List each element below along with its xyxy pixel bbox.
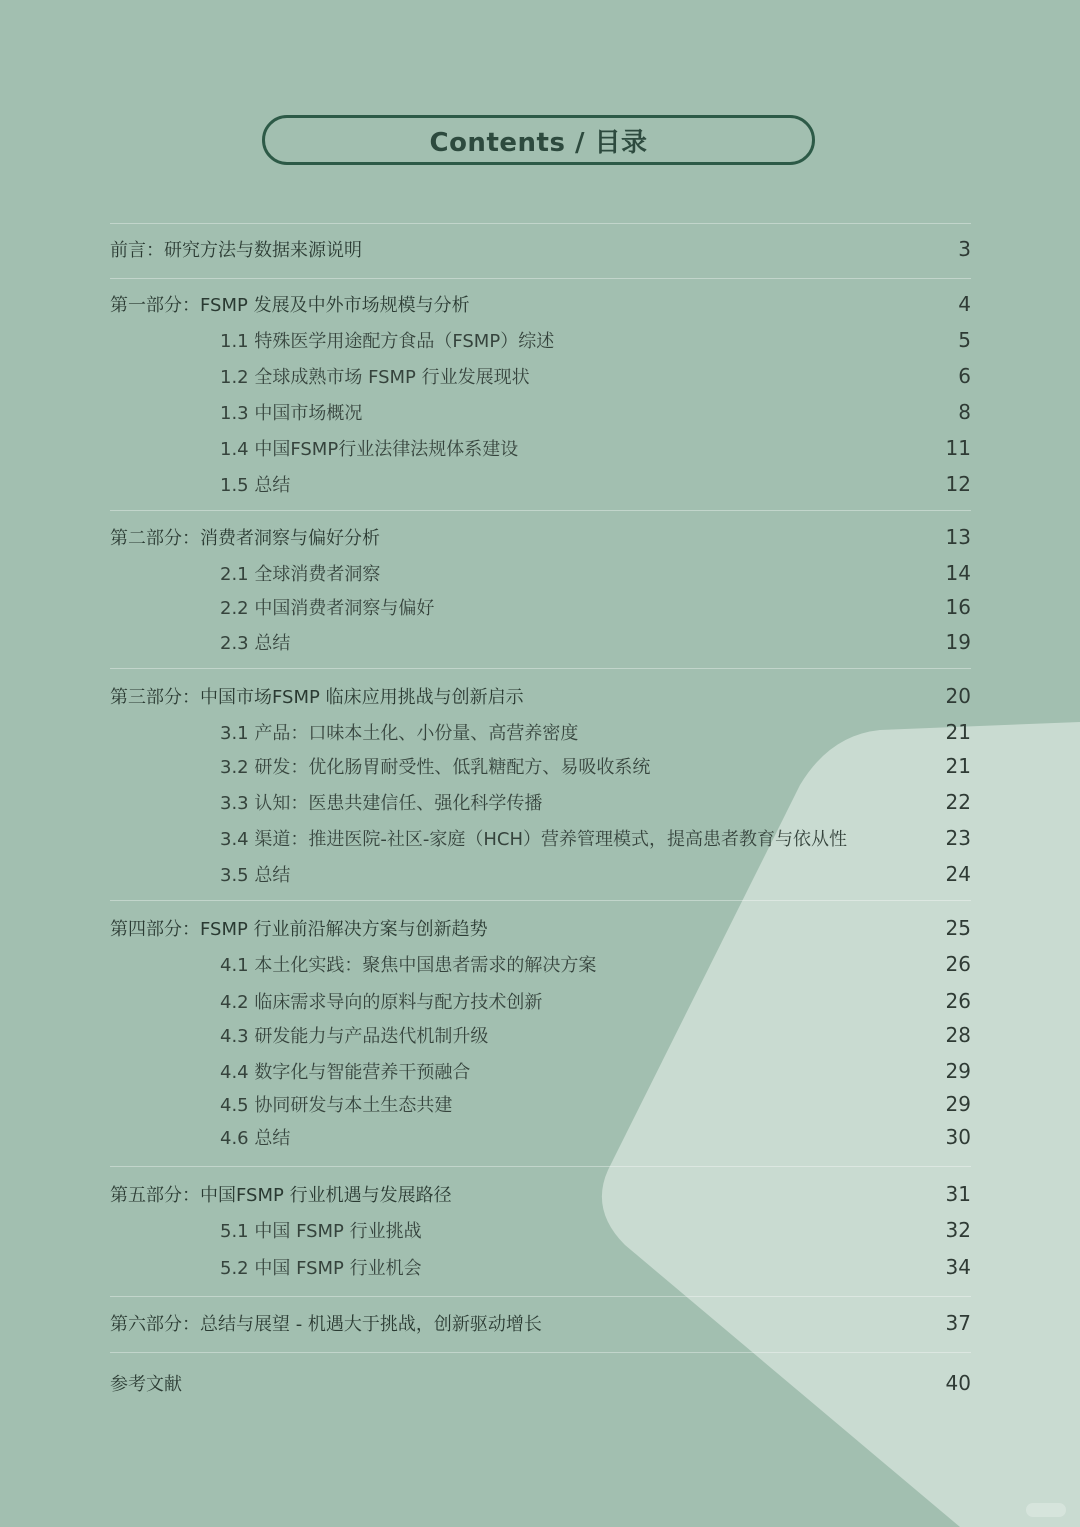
toc-entry-page: 26 [945,989,971,1013]
divider [110,278,971,279]
toc-entry-page: 11 [945,436,971,460]
toc-entry-part-4[interactable] [110,913,971,943]
toc-entry-label: 4.2 临床需求导向的原料与配方技术创新 [220,992,543,1013]
toc-entry-label: 4.3 研发能力与产品迭代机制升级 [220,1026,489,1047]
toc-entry-label: 1.3 中国市场概况 [220,403,363,424]
toc-entry-1-4[interactable] [220,433,971,463]
toc-entry-part-6[interactable] [110,1308,971,1338]
toc-entry-4-5[interactable] [220,1089,971,1119]
toc-entry-page: 19 [945,630,971,654]
toc-entry-label: 5.2 中国 FSMP 行业机会 [220,1258,422,1279]
toc-entry-page: 20 [945,684,971,708]
toc-entry-preface[interactable] [110,234,971,264]
toc-entry-page: 8 [958,400,971,424]
toc-entry-page: 40 [945,1371,971,1395]
toc-entry-label: 5.1 中国 FSMP 行业挑战 [220,1221,422,1242]
toc-entry-label: 4.1 本土化实践：聚焦中国患者需求的解决方案 [220,955,597,976]
toc-entry-page: 16 [945,595,971,619]
toc-entry-label: 第五部分：中国FSMP 行业机遇与发展路径 [110,1185,452,1206]
toc-entry-page: 32 [945,1218,971,1242]
toc-entry-1-1[interactable] [220,325,971,355]
toc-entry-page: 24 [945,862,971,886]
toc-entry-3-4[interactable] [220,823,971,853]
toc-entry-2-3[interactable] [220,627,971,657]
toc-entry-4-6[interactable] [220,1122,971,1152]
toc-entry-4-1[interactable] [220,949,971,979]
toc-entry-label: 4.4 数字化与智能营养干预融合 [220,1062,471,1083]
toc-entry-page: 3 [958,237,971,261]
toc-entry-page: 28 [945,1023,971,1047]
toc-entry-label: 2.1 全球消费者洞察 [220,564,381,585]
divider [110,1352,971,1353]
toc-entry-5-2[interactable] [220,1252,971,1282]
toc-entry-page: 37 [945,1311,971,1335]
toc-entry-part-3[interactable] [110,681,971,711]
toc-entry-page: 31 [945,1182,971,1206]
toc-entry-label: 3.4 渠道：推进医院-社区-家庭（HCH）营养管理模式，提高患者教育与依从性 [220,829,847,850]
toc-entry-label: 2.2 中国消费者洞察与偏好 [220,598,435,619]
toc-entry-label: 第一部分：FSMP 发展及中外市场规模与分析 [110,295,470,316]
watermark-badge [1026,1503,1066,1517]
toc-entry-label: 1.2 全球成熟市场 FSMP 行业发展现状 [220,367,530,388]
toc-entry-part-1[interactable] [110,289,971,319]
toc-entry-label: 1.1 特殊医学用途配方食品（FSMP）综述 [220,331,555,352]
toc-entry-2-2[interactable] [220,592,971,622]
toc-entry-page: 21 [945,754,971,778]
toc-entry-label: 4.6 总结 [220,1128,291,1149]
toc-entry-page: 29 [945,1092,971,1116]
toc-entry-4-4[interactable] [220,1056,971,1086]
toc-entry-page: 21 [945,720,971,744]
toc-entry-page: 6 [958,364,971,388]
toc-entry-page: 23 [945,826,971,850]
toc-entry-label: 3.2 研发：优化肠胃耐受性、低乳糖配方、易吸收系统 [220,757,651,778]
toc-entry-label: 前言：研究方法与数据来源说明 [110,240,362,261]
divider [110,900,971,901]
toc-entry-4-3[interactable] [220,1020,971,1050]
toc-entry-3-2[interactable] [220,751,971,781]
toc-entry-4-2[interactable] [220,986,971,1016]
toc-entry-label: 第三部分：中国市场FSMP 临床应用挑战与创新启示 [110,687,524,708]
toc-entry-page: 29 [945,1059,971,1083]
toc-entry-3-1[interactable] [220,717,971,747]
toc-entry-label: 1.5 总结 [220,475,291,496]
divider [110,510,971,511]
toc-entry-page: 5 [958,328,971,352]
page-title: Contents / 目录 [429,127,648,158]
toc-entry-1-2[interactable] [220,361,971,391]
toc-entry-5-1[interactable] [220,1215,971,1245]
divider [110,1166,971,1167]
toc-entry-label: 2.3 总结 [220,633,291,654]
toc-entry-label: 3.1 产品：口味本土化、小份量、高营养密度 [220,723,579,744]
toc-entry-part-2[interactable] [110,522,971,552]
toc-entry-page: 12 [945,472,971,496]
toc-entry-page: 30 [945,1125,971,1149]
toc-entry-1-3[interactable] [220,397,971,427]
divider [110,668,971,669]
toc-entry-label: 1.4 中国FSMP行业法律法规体系建设 [220,439,519,460]
toc-entry-label: 3.5 总结 [220,865,291,886]
toc-entry-label: 第二部分：消费者洞察与偏好分析 [110,528,380,549]
toc-entry-page: 14 [945,561,971,585]
title-pill [262,115,815,165]
toc-entry-references[interactable] [110,1368,971,1398]
toc-entry-page: 34 [945,1255,971,1279]
toc-entry-page: 25 [945,916,971,940]
toc-entry-3-5[interactable] [220,859,971,889]
toc-entry-label: 参考文献 [110,1374,182,1395]
divider [110,1296,971,1297]
toc-entry-page: 4 [958,292,971,316]
toc-entry-label: 4.5 协同研发与本土生态共建 [220,1095,453,1116]
toc-entry-label: 第六部分：总结与展望 - 机遇大于挑战，创新驱动增长 [110,1314,542,1335]
toc-entry-page: 13 [945,525,971,549]
toc-entry-3-3[interactable] [220,787,971,817]
divider [110,223,971,224]
toc-entry-1-5[interactable] [220,469,971,499]
toc-entry-page: 22 [945,790,971,814]
toc-entry-label: 3.3 认知：医患共建信任、强化科学传播 [220,793,543,814]
toc-entry-part-5[interactable] [110,1179,971,1209]
toc-entry-2-1[interactable] [220,558,971,588]
toc-entry-page: 26 [945,952,971,976]
toc-entry-label: 第四部分：FSMP 行业前沿解决方案与创新趋势 [110,919,488,940]
